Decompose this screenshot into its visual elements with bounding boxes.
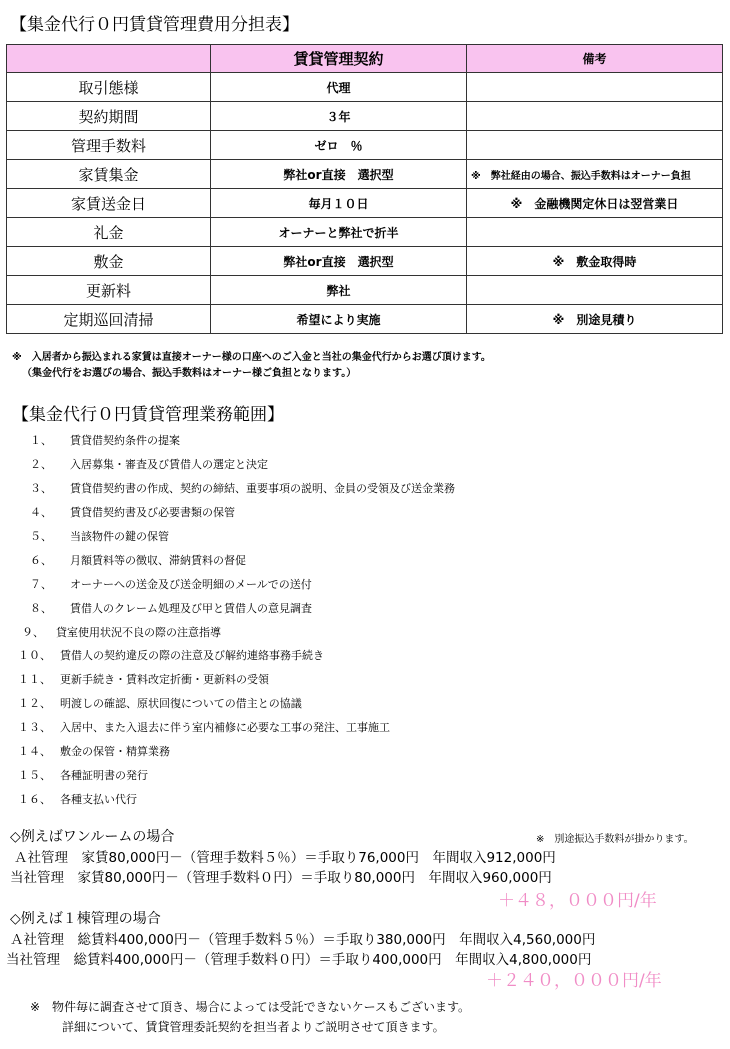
table-row: [7, 305, 723, 334]
header-remarks: 備考: [467, 45, 723, 73]
duty-text: 賃借人のクレーム処理及び甲と賃借人の意見調査: [70, 602, 312, 615]
row-value: オーナーと弊社で折半: [211, 218, 467, 247]
footnote-line-1: ※ 入居者から振込まれる家賃は直接オーナー様の口座へのご入金と当社の集金代行からお選び頂けます。: [12, 352, 491, 363]
row-label: 管理手数料: [7, 131, 211, 160]
example2-difference: ＋２４０，０００円/年: [486, 971, 662, 991]
example1-line-a: Ａ社管理 家賃80,000円－（管理手数料５％）＝手取り76,000円 年間収入912,000円: [14, 850, 556, 866]
row-label: 定期巡回清掃: [7, 305, 211, 334]
row-note: [467, 73, 723, 102]
duty-num: ９、: [22, 626, 44, 639]
closing-line-1: ※ 物件毎に調査させて頂き、場合によっては受託できないケースもございます。: [30, 1000, 471, 1014]
row-value: 毎月１０日: [211, 189, 467, 218]
duty-text: 賃借人の契約違反の際の注意及び解約連絡事務手続き: [60, 649, 324, 662]
row-value: ゼロ ％: [211, 131, 467, 160]
table-row: [7, 102, 723, 131]
row-note: [467, 218, 723, 247]
row-value: 弊社or直接 選択型: [211, 247, 467, 276]
duty-text: 明渡しの確認、原状回復についての借主との協議: [60, 697, 302, 710]
example1-line-b: 当社管理 家賃80,000円－（管理手数料０円）＝手取り80,000円 年間収入960,000円: [10, 870, 552, 886]
row-note: [467, 131, 723, 160]
example1-difference: ＋４８，０００円/年: [498, 891, 657, 911]
row-label: 取引態様: [7, 73, 211, 102]
duty-num: １３、: [18, 721, 51, 734]
table-row: [7, 247, 723, 276]
duty-text: 賃貸借契約書の作成、契約の締結、重要事項の説明、金員の受領及び送金業務: [70, 482, 455, 495]
duty-num: １、: [30, 434, 52, 447]
duty-num: ７、: [30, 578, 52, 591]
scope-title: 【集金代行０円賃貸管理業務範囲】: [12, 405, 284, 425]
duty-text: 敷金の保管・精算業務: [60, 745, 170, 758]
row-label: 家賃送金日: [7, 189, 211, 218]
table-row: [7, 189, 723, 218]
closing-line-2: 詳細について、賃貸管理委託契約を担当者よりご説明させて頂きます。: [62, 1020, 445, 1034]
duty-text: 更新手続き・賃料改定折衝・更新料の受領: [60, 673, 269, 686]
table-row: [7, 131, 723, 160]
duty-num: １２、: [18, 697, 51, 710]
row-label: 敷金: [7, 247, 211, 276]
duty-num: １４、: [18, 745, 51, 758]
row-value: 弊社: [211, 276, 467, 305]
header-contract: 賃貸管理契約: [211, 45, 467, 73]
duty-text: 賃貸借契約条件の提案: [70, 434, 180, 447]
duty-num: １６、: [18, 793, 51, 806]
duty-text: 賃貸借契約書及び必要書類の保管: [70, 506, 235, 519]
table-header-row: [7, 45, 723, 73]
duty-num: １５、: [18, 769, 51, 782]
row-label: 更新料: [7, 276, 211, 305]
duty-text: 各種支払い代行: [60, 793, 137, 806]
row-note: [467, 276, 723, 305]
duty-num: ４、: [30, 506, 52, 519]
row-label: 礼金: [7, 218, 211, 247]
duty-num: １１、: [18, 673, 51, 686]
table-row: [7, 160, 723, 189]
duty-text: オーナーへの送金及び送金明細のメールでの送付: [70, 578, 312, 591]
duty-text: 入居中、また入退去に伴う室内補修に必要な工事の発注、工事施工: [60, 721, 390, 734]
example1-aside: ※ 別途振込手数料が掛かります。: [536, 834, 694, 845]
row-value: 希望により実施: [211, 305, 467, 334]
row-note: ※ 金融機関定休日は翌営業日: [467, 189, 723, 218]
footnote-line-2: （集金代行をお選びの場合、振込手数料はオーナー様ご負担となります。）: [22, 368, 357, 379]
duty-num: ５、: [30, 530, 52, 543]
row-value: 弊社or直接 選択型: [211, 160, 467, 189]
row-note: ※ 弊社経由の場合、振込手数料はオーナー負担: [467, 160, 723, 189]
table-row: [7, 73, 723, 102]
row-value: 代理: [211, 73, 467, 102]
duty-num: ３、: [30, 482, 52, 495]
duty-text: 各種証明書の発行: [60, 769, 148, 782]
duty-text: 入居募集・審査及び賃借人の選定と決定: [70, 458, 268, 471]
row-note: [467, 102, 723, 131]
duty-num: ６、: [30, 554, 52, 567]
row-value: ３年: [211, 102, 467, 131]
table-row: [7, 276, 723, 305]
duty-text: 貸室使用状況不良の際の注意指導: [56, 626, 221, 639]
page-title: 【集金代行０円賃貸管理費用分担表】: [10, 15, 299, 35]
duty-text: 当該物件の鍵の保管: [70, 530, 169, 543]
row-note: ※ 別途見積り: [467, 305, 723, 334]
example2-heading: ◇例えば１棟管理の場合: [10, 911, 161, 927]
example1-heading: ◇例えばワンルームの場合: [10, 829, 175, 845]
duty-text: 月額賃料等の徴収、滞納賃料の督促: [70, 554, 246, 567]
example2-line-b: 当社管理 総賃料400,000円－（管理手数料０円）＝手取り400,000円 年間収入4,800,000円: [6, 952, 592, 968]
row-label: 契約期間: [7, 102, 211, 131]
row-note: ※ 敷金取得時: [467, 247, 723, 276]
row-label: 家賃集金: [7, 160, 211, 189]
duty-num: １０、: [18, 649, 51, 662]
duty-num: ２、: [30, 458, 52, 471]
duty-num: ８、: [30, 602, 52, 615]
header-empty: [7, 45, 211, 73]
example2-line-a: Ａ社管理 総賃料400,000円－（管理手数料５％）＝手取り380,000円 年間収入4,560,000円: [10, 932, 596, 948]
table-row: [7, 218, 723, 247]
fee-table: [6, 44, 723, 334]
